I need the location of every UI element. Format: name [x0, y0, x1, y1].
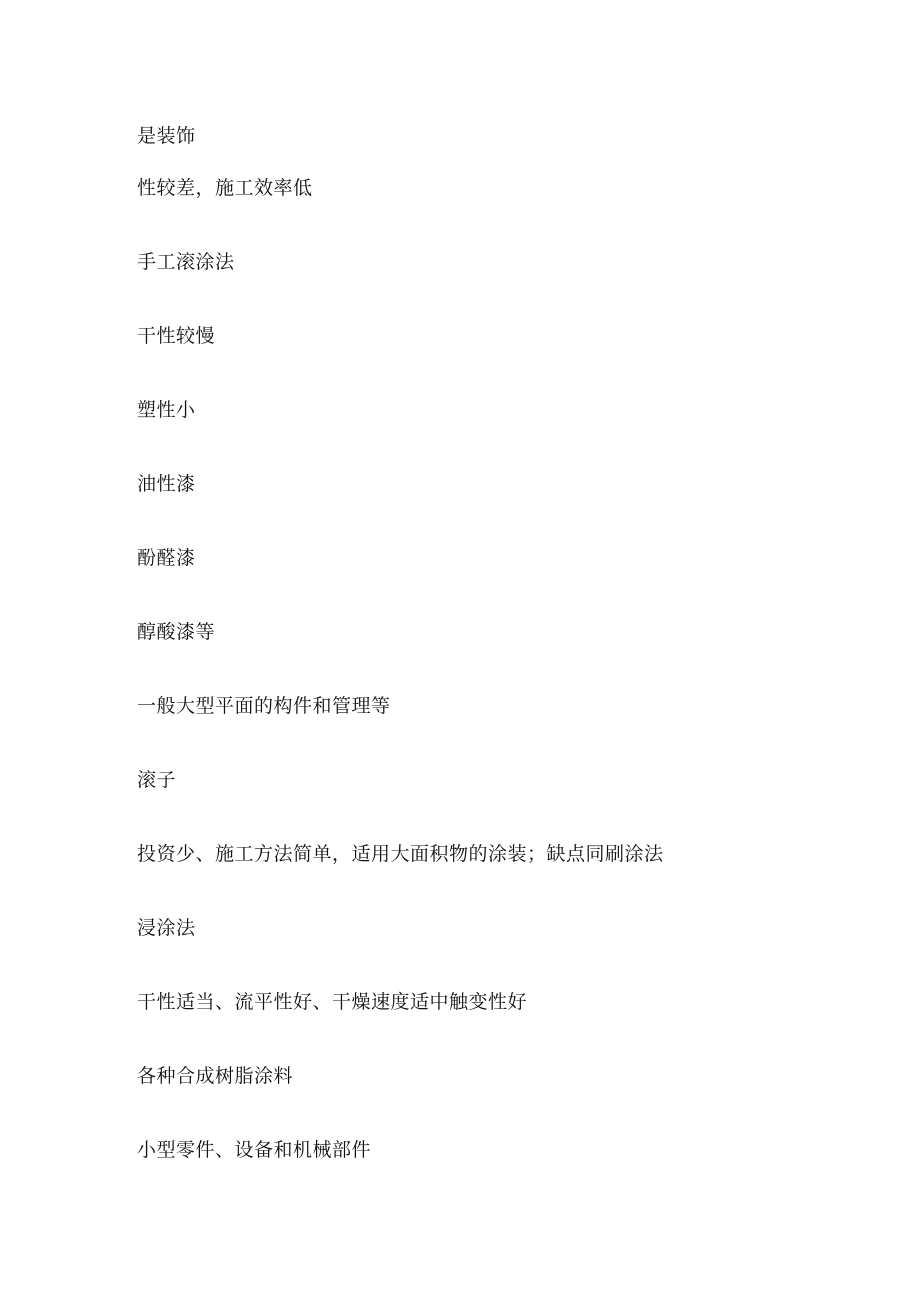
- text-line: 醇酸漆等: [137, 621, 216, 643]
- text-line: 性较差，施工效率低: [137, 177, 313, 199]
- text-line: 油性漆: [137, 473, 196, 495]
- text-line: 各种合成树脂涂料: [137, 1065, 294, 1087]
- text-line: 塑性小: [137, 399, 196, 421]
- text-line: 干性适当、流平性好、干燥速度适中触变性好: [137, 991, 528, 1013]
- text-line: 手工滚涂法: [137, 251, 235, 273]
- text-line: 干性较慢: [137, 325, 216, 347]
- text-line: 投资少、施工方法简单，适用大面积物的涂装；缺点同刷涂法: [137, 843, 664, 865]
- text-line: 一般大型平面的构件和管理等: [137, 695, 391, 717]
- text-line: 是装饰: [137, 125, 196, 147]
- text-line: 浸涂法: [137, 917, 196, 939]
- text-line: 小型零件、设备和机械部件: [137, 1139, 372, 1161]
- text-line: 滚子: [137, 769, 177, 791]
- text-line: 酚醛漆: [137, 547, 196, 569]
